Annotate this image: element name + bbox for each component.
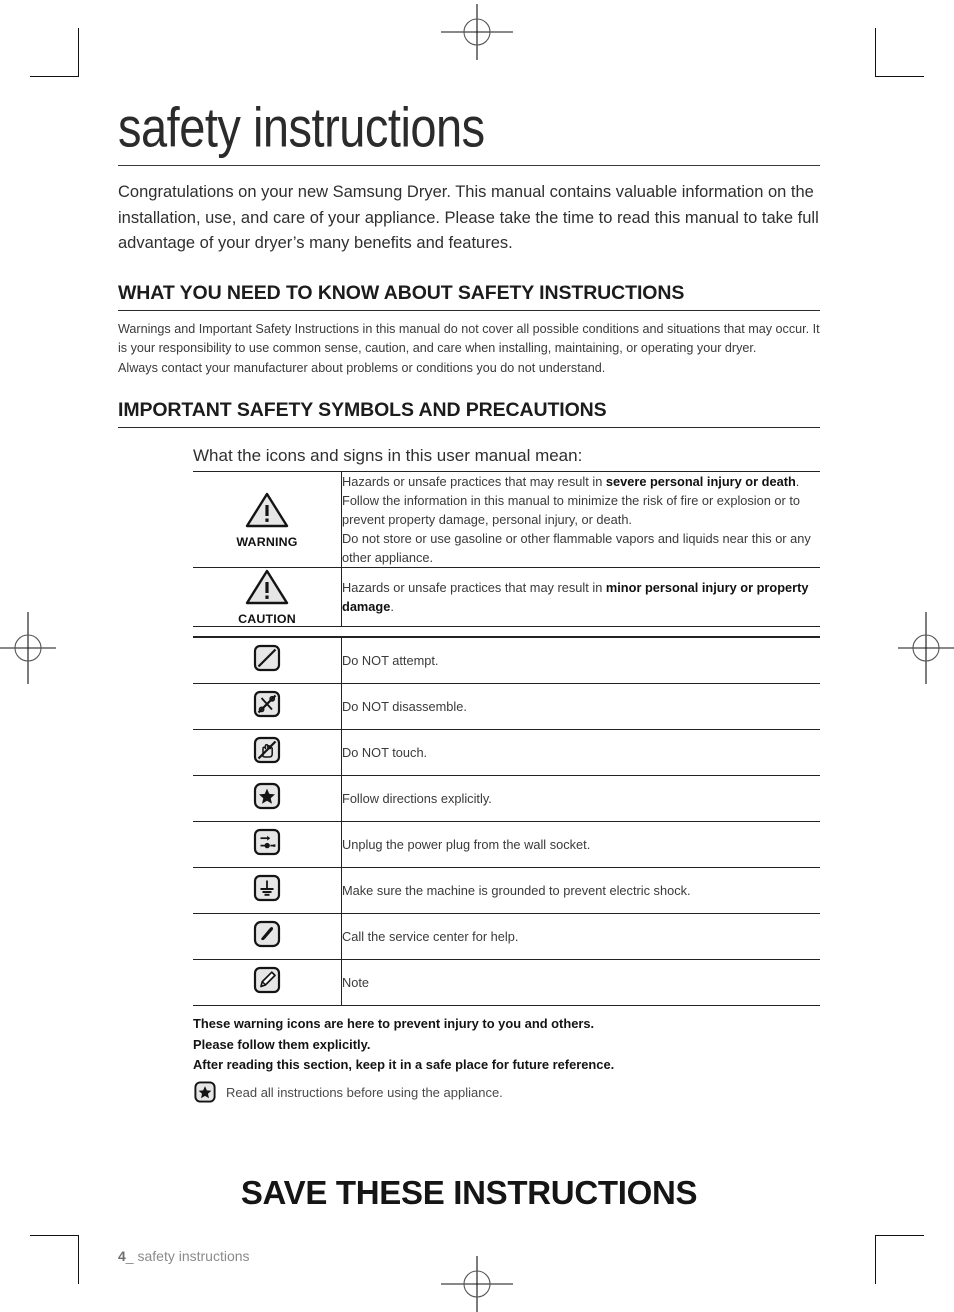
crop-mark-top-right — [875, 28, 924, 77]
crop-mark-top-left — [30, 28, 79, 77]
caution-line-1-prefix: Hazards or unsafe practices that may result in — [342, 580, 606, 595]
service-phone-icon-cell — [193, 914, 342, 960]
do-not-disassemble-text: Do NOT disassemble. — [342, 684, 821, 730]
service-center-text: Call the service center for help. — [342, 914, 821, 960]
warning-line-3: Do not store or use gasoline or other flammable vapors and liquids near this or any other appliance. — [342, 531, 811, 565]
unplug-power-plug-icon — [252, 827, 282, 857]
closing-note-line-3: After reading this section, keep it in a safe place for future reference. — [193, 1057, 615, 1072]
warning-line-1 — [342, 472, 820, 491]
caution-icon-cell — [193, 568, 342, 627]
do-not-disassemble-icon-cell — [193, 684, 342, 730]
do-not-touch-icon — [252, 735, 282, 765]
table-row-follow-directions — [193, 776, 820, 822]
warning-triangle-icon — [245, 491, 289, 529]
warning-icon-cell — [193, 472, 342, 568]
warning-label: WARNING — [236, 534, 298, 549]
do-not-touch-icon-cell — [193, 730, 342, 776]
symbols-table-lead: What the icons and signs in this user manual mean: — [193, 446, 583, 465]
table-row-do-not-touch — [193, 730, 820, 776]
grounding-icon — [252, 873, 282, 903]
warning-text-cell — [342, 472, 821, 568]
table-row-note — [193, 960, 820, 1006]
do-not-attempt-icon — [252, 643, 282, 673]
warning-line-1-bold: severe personal injury or death — [605, 474, 796, 489]
grounding-text: Make sure the machine is grounded to prevent electric shock. — [342, 868, 821, 914]
note-pencil-icon — [252, 965, 282, 995]
crop-mark-bottom-right — [875, 1235, 924, 1284]
grounding-icon-cell — [193, 868, 342, 914]
caution-line-1 — [342, 578, 820, 616]
section-heading-important-safety-symbols: IMPORTANT SAFETY SYMBOLS AND PRECAUTIONS — [118, 399, 820, 428]
table-row-service-center — [193, 914, 820, 960]
table-row-caution — [193, 568, 820, 627]
do-not-attempt-text: Do NOT attempt. — [342, 638, 821, 684]
page-footer — [118, 1248, 820, 1264]
crop-mark-bottom-left — [30, 1235, 79, 1284]
section-heading-what-you-need-to-know: WHAT YOU NEED TO KNOW ABOUT SAFETY INSTRUCTIONS — [118, 282, 820, 311]
caution-triangle-icon — [245, 568, 289, 606]
table-row-do-not-attempt — [193, 638, 820, 684]
do-not-touch-text: Do NOT touch. — [342, 730, 821, 776]
footer-separator: _ — [125, 1248, 138, 1264]
do-not-attempt-icon-cell — [193, 638, 342, 684]
closing-notes — [193, 1015, 820, 1104]
footer-section-name: safety instructions — [137, 1248, 250, 1264]
registration-mark-bottom — [441, 1256, 513, 1312]
table-row-do-not-disassemble — [193, 684, 820, 730]
follow-directions-star-icon — [252, 781, 282, 811]
caution-label: CAUTION — [238, 612, 296, 626]
registration-mark-right — [898, 612, 954, 684]
warning-line-2: Follow the information in this manual to minimize the risk of fire or explosion or to prevent property damage, personal injury, or death. — [342, 493, 801, 527]
unplug-icon-cell — [193, 822, 342, 868]
do-not-disassemble-icon — [252, 689, 282, 719]
title-rule — [118, 165, 820, 166]
footer-page-number: 4 — [118, 1248, 126, 1264]
table-row-grounding — [193, 868, 820, 914]
page-title: safety instructions — [118, 96, 485, 159]
page-content — [118, 0, 820, 1264]
caution-line-1-bold: minor personal injury or property damage — [342, 580, 809, 614]
follow-directions-text: Follow directions explicitly. — [342, 776, 821, 822]
symbols-table-wrapper — [193, 446, 820, 1006]
warning-line-1-prefix: Hazards or unsafe practices that may result in — [342, 474, 606, 489]
read-all-instructions-row — [193, 1080, 820, 1104]
table-row-warning — [193, 472, 820, 568]
caution-line-1-suffix: . — [390, 599, 394, 614]
unplug-text: Unplug the power plug from the wall socket. — [342, 822, 821, 868]
warning-line-1-suffix: . — [795, 474, 800, 489]
save-these-instructions-banner: SAVE THESE INSTRUCTIONS — [240, 1174, 698, 1211]
closing-note-line-2: Please follow them explicitly. — [193, 1036, 371, 1052]
section-know-paragraph-1: Warnings and Important Safety Instructions in this manual do not cover all possible conditions and situations that may occur. It is your responsibility to use common sense, caution, and care when installing, maintaining, or operating your dryer. — [118, 321, 820, 355]
registration-mark-left — [0, 612, 56, 684]
follow-directions-icon-cell — [193, 776, 342, 822]
note-text: Note — [342, 960, 821, 1006]
table-gap — [193, 627, 820, 637]
read-all-instructions-text: Read all instructions before using the appliance. — [226, 1084, 503, 1100]
service-phone-icon — [252, 919, 282, 949]
intro-paragraph: Congratulations on your new Samsung Dryer. This manual contains valuable information on the installation, use, and care of your appliance. Please take the time to read this manual to take full advantage of your dryer’s many benefits and features. — [118, 183, 819, 252]
safety-symbols-table — [193, 471, 820, 1006]
section-know-paragraph-2: Always contact your manufacturer about problems or conditions you do not understand. — [118, 360, 606, 375]
note-icon-cell — [193, 960, 342, 1006]
table-row-unplug — [193, 822, 820, 868]
caution-text-cell — [342, 568, 821, 627]
follow-directions-star-icon — [193, 1080, 217, 1104]
closing-note-line-1: These warning icons are here to prevent injury to you and others. — [193, 1016, 595, 1031]
